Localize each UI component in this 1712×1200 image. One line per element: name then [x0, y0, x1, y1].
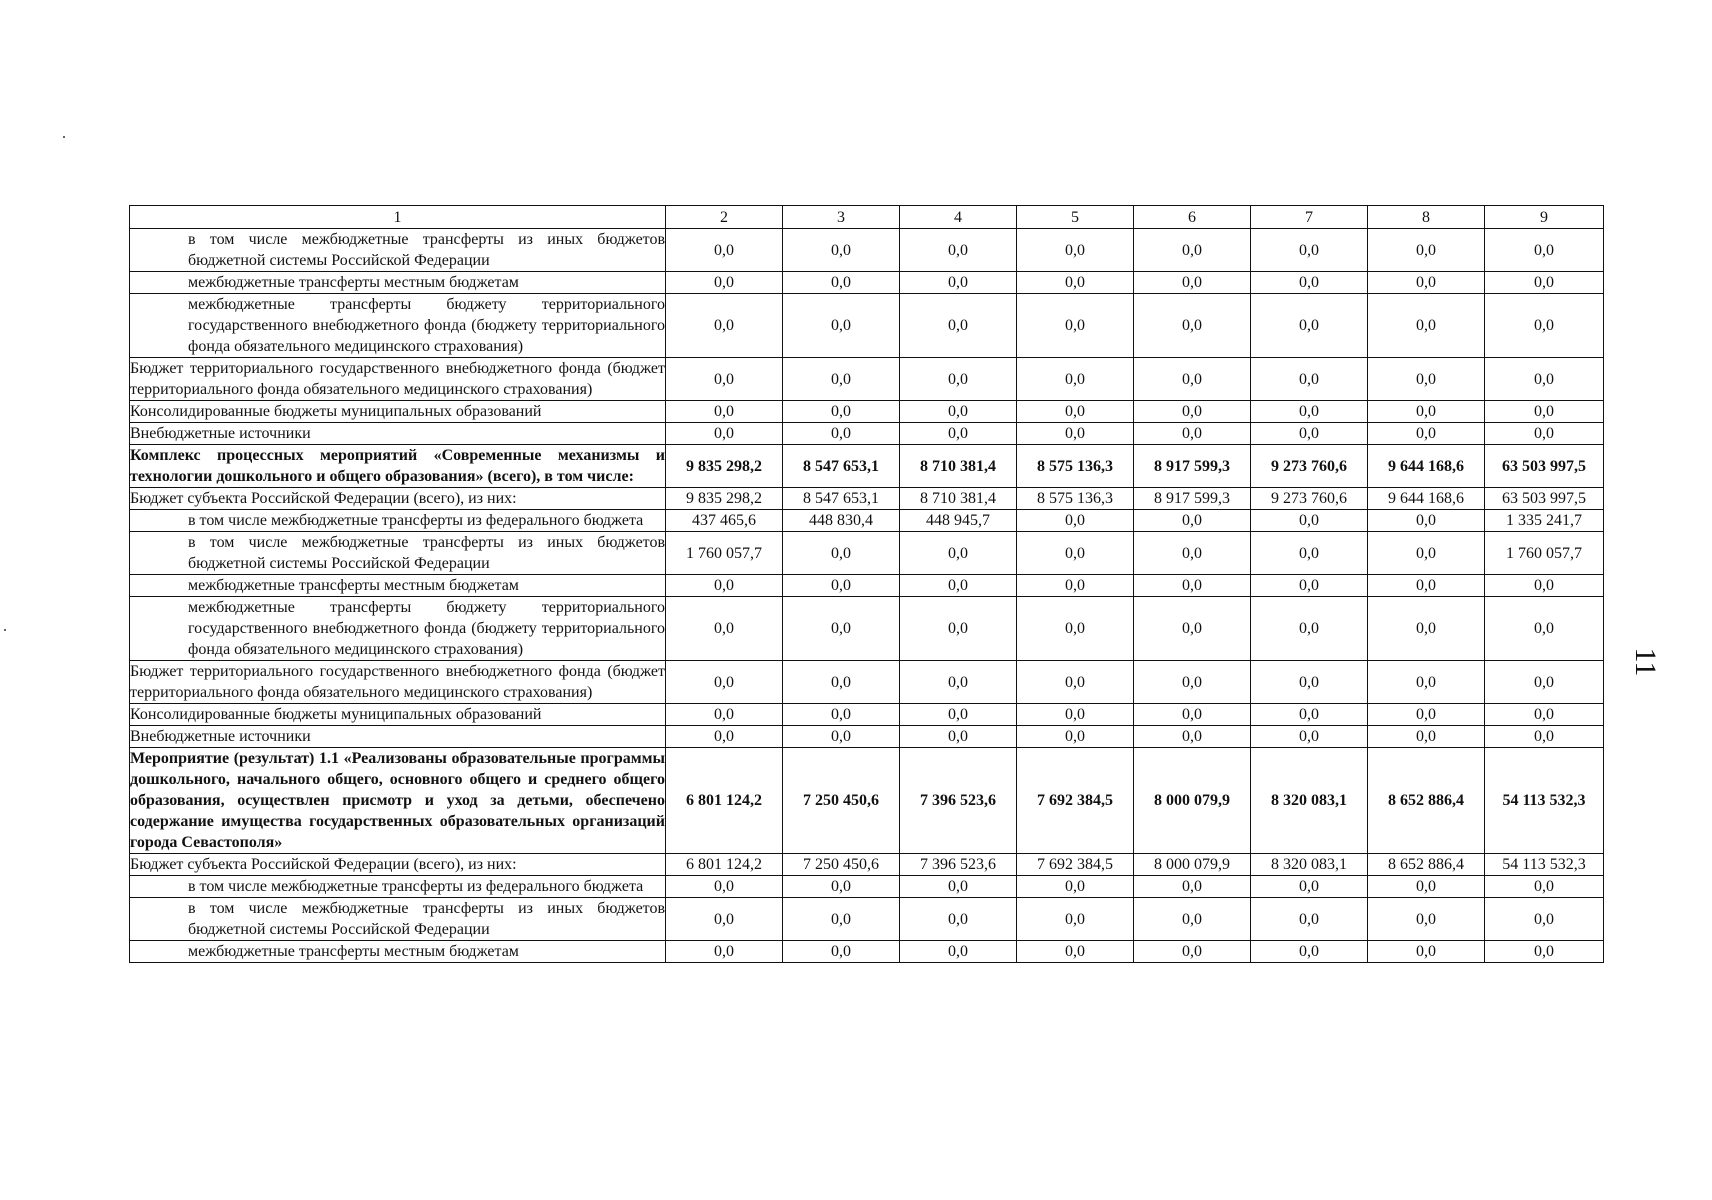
- value-cell: 0,0: [783, 941, 900, 963]
- value-cell: 0,0: [1017, 941, 1134, 963]
- table-row: [130, 704, 1604, 726]
- table-row: [130, 294, 1604, 358]
- value-cell: 8 917 599,3: [1134, 488, 1251, 510]
- value-cell: 8 320 083,1: [1251, 854, 1368, 876]
- value-cell: 0,0: [1134, 532, 1251, 575]
- value-cell: 0,0: [1368, 704, 1485, 726]
- value-cell: 0,0: [1134, 272, 1251, 294]
- column-header: 7: [1251, 206, 1368, 229]
- value-cell: 0,0: [1017, 510, 1134, 532]
- value-cell: 0,0: [1017, 898, 1134, 941]
- value-cell: 0,0: [1485, 229, 1604, 272]
- value-cell: 9 835 298,2: [666, 445, 783, 488]
- row-label: в том числе межбюджетные трансферты из федерального бюджета: [130, 876, 666, 898]
- table-row: [130, 423, 1604, 445]
- row-label: Бюджет субъекта Российской Федерации (всего), из них:: [130, 854, 666, 876]
- value-cell: 8 547 653,1: [783, 488, 900, 510]
- row-label: Внебюджетные источники: [130, 726, 666, 748]
- value-cell: 0,0: [900, 898, 1017, 941]
- value-cell: 9 273 760,6: [1251, 445, 1368, 488]
- row-label: межбюджетные трансферты местным бюджетам: [130, 941, 666, 963]
- value-cell: 0,0: [1134, 704, 1251, 726]
- row-label: в том числе межбюджетные трансферты из федерального бюджета: [130, 510, 666, 532]
- value-cell: 0,0: [1251, 294, 1368, 358]
- value-cell: 0,0: [666, 401, 783, 423]
- value-cell: 0,0: [1368, 358, 1485, 401]
- value-cell: 0,0: [900, 726, 1017, 748]
- value-cell: 0,0: [1251, 272, 1368, 294]
- value-cell: 0,0: [666, 272, 783, 294]
- table-row: [130, 941, 1604, 963]
- value-cell: 0,0: [1485, 661, 1604, 704]
- value-cell: 0,0: [1368, 726, 1485, 748]
- row-label: Бюджет территориального государственного внебюджетного фонда (бюджет территориального фонда обязательного медицинского страхования): [130, 661, 666, 704]
- value-cell: 0,0: [1485, 575, 1604, 597]
- value-cell: 0,0: [1368, 401, 1485, 423]
- value-cell: 0,0: [666, 704, 783, 726]
- value-cell: 0,0: [1251, 661, 1368, 704]
- value-cell: 0,0: [1251, 597, 1368, 661]
- column-header: 6: [1134, 206, 1251, 229]
- table-row: [130, 272, 1604, 294]
- row-label: Бюджет территориального государственного внебюджетного фонда (бюджет территориального фонда обязательного медицинского страхования): [130, 358, 666, 401]
- value-cell: 0,0: [666, 294, 783, 358]
- value-cell: 0,0: [1134, 358, 1251, 401]
- value-cell: 0,0: [900, 358, 1017, 401]
- value-cell: 0,0: [1485, 876, 1604, 898]
- scan-speck: [63, 136, 65, 138]
- value-cell: 8 000 079,9: [1134, 748, 1251, 854]
- value-cell: 8 575 136,3: [1017, 445, 1134, 488]
- value-cell: 0,0: [1251, 358, 1368, 401]
- value-cell: 0,0: [1368, 510, 1485, 532]
- row-label: в том числе межбюджетные трансферты из иных бюджетов бюджетной системы Российской Федерации: [130, 898, 666, 941]
- value-cell: 63 503 997,5: [1485, 445, 1604, 488]
- value-cell: 0,0: [1017, 726, 1134, 748]
- value-cell: 0,0: [1134, 294, 1251, 358]
- row-label: в том числе межбюджетные трансферты из иных бюджетов бюджетной системы Российской Федерации: [130, 532, 666, 575]
- value-cell: 0,0: [1251, 704, 1368, 726]
- value-cell: 0,0: [783, 876, 900, 898]
- value-cell: 7 396 523,6: [900, 854, 1017, 876]
- column-header: 4: [900, 206, 1017, 229]
- value-cell: 0,0: [900, 941, 1017, 963]
- table-row: [130, 510, 1604, 532]
- value-cell: 1 335 241,7: [1485, 510, 1604, 532]
- value-cell: 0,0: [900, 661, 1017, 704]
- value-cell: 0,0: [900, 272, 1017, 294]
- header-row: [130, 206, 1604, 229]
- value-cell: 0,0: [666, 575, 783, 597]
- value-cell: 1 760 057,7: [1485, 532, 1604, 575]
- row-label: Внебюджетные источники: [130, 423, 666, 445]
- value-cell: 0,0: [1017, 229, 1134, 272]
- value-cell: 437 465,6: [666, 510, 783, 532]
- value-cell: 0,0: [666, 229, 783, 272]
- value-cell: 0,0: [1251, 726, 1368, 748]
- value-cell: 0,0: [1017, 575, 1134, 597]
- row-label: Мероприятие (результат) 1.1 «Реализованы образовательные программы дошкольного, начального общего, основного общего и среднего общего образования, осуществлен присмотр и уход за детьми, обеспечено содержание имущества государственных образовательных организаций города Севастополя»: [130, 748, 666, 854]
- value-cell: 8 710 381,4: [900, 445, 1017, 488]
- value-cell: 0,0: [1134, 661, 1251, 704]
- value-cell: 0,0: [900, 575, 1017, 597]
- value-cell: 0,0: [666, 898, 783, 941]
- row-label: Комплекс процессных мероприятий «Современные механизмы и технологии дошкольного и общего образования» (всего), в том числе:: [130, 445, 666, 488]
- value-cell: 8 547 653,1: [783, 445, 900, 488]
- value-cell: 0,0: [1134, 401, 1251, 423]
- row-label: межбюджетные трансферты местным бюджетам: [130, 272, 666, 294]
- value-cell: 7 396 523,6: [900, 748, 1017, 854]
- value-cell: 0,0: [900, 876, 1017, 898]
- value-cell: 1 760 057,7: [666, 532, 783, 575]
- value-cell: 0,0: [783, 726, 900, 748]
- value-cell: 0,0: [1251, 510, 1368, 532]
- value-cell: 0,0: [1485, 294, 1604, 358]
- value-cell: 0,0: [1017, 423, 1134, 445]
- value-cell: 0,0: [1017, 294, 1134, 358]
- value-cell: 9 644 168,6: [1368, 488, 1485, 510]
- value-cell: 0,0: [900, 532, 1017, 575]
- value-cell: 9 273 760,6: [1251, 488, 1368, 510]
- column-header: 9: [1485, 206, 1604, 229]
- table-row: [130, 532, 1604, 575]
- value-cell: 8 320 083,1: [1251, 748, 1368, 854]
- value-cell: 0,0: [1251, 401, 1368, 423]
- value-cell: 0,0: [1134, 876, 1251, 898]
- value-cell: 0,0: [783, 401, 900, 423]
- value-cell: 8 710 381,4: [900, 488, 1017, 510]
- value-cell: 0,0: [1251, 532, 1368, 575]
- value-cell: 0,0: [1485, 704, 1604, 726]
- column-header: 2: [666, 206, 783, 229]
- value-cell: 0,0: [783, 704, 900, 726]
- table-row: [130, 854, 1604, 876]
- table-row: [130, 748, 1604, 854]
- value-cell: 0,0: [1485, 726, 1604, 748]
- value-cell: 0,0: [1485, 401, 1604, 423]
- value-cell: 0,0: [666, 358, 783, 401]
- value-cell: 0,0: [1134, 510, 1251, 532]
- value-cell: 0,0: [1251, 898, 1368, 941]
- value-cell: 0,0: [1368, 597, 1485, 661]
- value-cell: 0,0: [783, 272, 900, 294]
- column-header: 1: [130, 206, 666, 229]
- value-cell: 0,0: [1017, 876, 1134, 898]
- value-cell: 54 113 532,3: [1485, 748, 1604, 854]
- value-cell: 0,0: [783, 229, 900, 272]
- value-cell: 0,0: [1017, 358, 1134, 401]
- value-cell: 0,0: [1134, 941, 1251, 963]
- value-cell: 0,0: [1485, 898, 1604, 941]
- value-cell: 0,0: [666, 726, 783, 748]
- value-cell: 0,0: [900, 423, 1017, 445]
- table-row: [130, 488, 1604, 510]
- value-cell: 0,0: [1368, 294, 1485, 358]
- table-row: [130, 575, 1604, 597]
- value-cell: 0,0: [783, 575, 900, 597]
- value-cell: 0,0: [1485, 358, 1604, 401]
- value-cell: 7 250 450,6: [783, 854, 900, 876]
- value-cell: 0,0: [1251, 229, 1368, 272]
- value-cell: 0,0: [666, 661, 783, 704]
- value-cell: 7 692 384,5: [1017, 854, 1134, 876]
- value-cell: 0,0: [900, 704, 1017, 726]
- table-row: [130, 358, 1604, 401]
- value-cell: 8 917 599,3: [1134, 445, 1251, 488]
- table-row: [130, 876, 1604, 898]
- value-cell: 0,0: [666, 941, 783, 963]
- scan-speck: [4, 629, 6, 631]
- value-cell: 7 250 450,6: [783, 748, 900, 854]
- row-label: Консолидированные бюджеты муниципальных образований: [130, 401, 666, 423]
- value-cell: 9 835 298,2: [666, 488, 783, 510]
- value-cell: 0,0: [1017, 532, 1134, 575]
- row-label: в том числе межбюджетные трансферты из иных бюджетов бюджетной системы Российской Федерации: [130, 229, 666, 272]
- value-cell: 0,0: [900, 294, 1017, 358]
- value-cell: 0,0: [1134, 423, 1251, 445]
- value-cell: 0,0: [783, 358, 900, 401]
- value-cell: 0,0: [1017, 704, 1134, 726]
- row-label: межбюджетные трансферты бюджету территориального государственного внебюджетного фонда (бюджету территориального фонда обязательного медицинского страхования): [130, 597, 666, 661]
- value-cell: 0,0: [1251, 575, 1368, 597]
- value-cell: 0,0: [1368, 941, 1485, 963]
- value-cell: 0,0: [666, 876, 783, 898]
- value-cell: 0,0: [900, 401, 1017, 423]
- value-cell: 0,0: [1485, 597, 1604, 661]
- value-cell: 9 644 168,6: [1368, 445, 1485, 488]
- page-number: 11: [1629, 647, 1662, 677]
- value-cell: 0,0: [1368, 575, 1485, 597]
- value-cell: 8 000 079,9: [1134, 854, 1251, 876]
- value-cell: 0,0: [783, 294, 900, 358]
- table-row: [130, 661, 1604, 704]
- value-cell: 0,0: [783, 597, 900, 661]
- value-cell: 0,0: [666, 597, 783, 661]
- value-cell: 0,0: [900, 229, 1017, 272]
- value-cell: 0,0: [1485, 941, 1604, 963]
- value-cell: 0,0: [900, 597, 1017, 661]
- value-cell: 0,0: [1368, 229, 1485, 272]
- value-cell: 0,0: [1368, 661, 1485, 704]
- value-cell: 63 503 997,5: [1485, 488, 1604, 510]
- value-cell: 0,0: [783, 898, 900, 941]
- table-row: [130, 445, 1604, 488]
- value-cell: 0,0: [1368, 876, 1485, 898]
- value-cell: 0,0: [1251, 941, 1368, 963]
- table-row: [130, 597, 1604, 661]
- value-cell: 0,0: [1368, 423, 1485, 445]
- value-cell: 6 801 124,2: [666, 748, 783, 854]
- table-body: [130, 229, 1604, 963]
- table-row: [130, 229, 1604, 272]
- value-cell: 0,0: [1134, 229, 1251, 272]
- column-header: 3: [783, 206, 900, 229]
- value-cell: 0,0: [1251, 423, 1368, 445]
- budget-table: [129, 205, 1604, 963]
- value-cell: 0,0: [783, 423, 900, 445]
- value-cell: 0,0: [1134, 726, 1251, 748]
- row-label: межбюджетные трансферты местным бюджетам: [130, 575, 666, 597]
- value-cell: 0,0: [1251, 876, 1368, 898]
- value-cell: 0,0: [1134, 597, 1251, 661]
- value-cell: 0,0: [1017, 661, 1134, 704]
- table-row: [130, 898, 1604, 941]
- row-label: Бюджет субъекта Российской Федерации (всего), из них:: [130, 488, 666, 510]
- value-cell: 54 113 532,3: [1485, 854, 1604, 876]
- value-cell: 0,0: [1134, 898, 1251, 941]
- column-header: 5: [1017, 206, 1134, 229]
- value-cell: 0,0: [1485, 423, 1604, 445]
- value-cell: 0,0: [1017, 401, 1134, 423]
- table-row: [130, 726, 1604, 748]
- row-label: Консолидированные бюджеты муниципальных образований: [130, 704, 666, 726]
- value-cell: 0,0: [1017, 597, 1134, 661]
- value-cell: 0,0: [666, 423, 783, 445]
- value-cell: 0,0: [783, 661, 900, 704]
- value-cell: 0,0: [1485, 272, 1604, 294]
- value-cell: 0,0: [1368, 898, 1485, 941]
- row-label: межбюджетные трансферты бюджету территориального государственного внебюджетного фонда (бюджету территориального фонда обязательного медицинского страхования): [130, 294, 666, 358]
- value-cell: 448 830,4: [783, 510, 900, 532]
- value-cell: 6 801 124,2: [666, 854, 783, 876]
- column-header: 8: [1368, 206, 1485, 229]
- value-cell: 8 575 136,3: [1017, 488, 1134, 510]
- value-cell: 8 652 886,4: [1368, 748, 1485, 854]
- table-row: [130, 401, 1604, 423]
- value-cell: 8 652 886,4: [1368, 854, 1485, 876]
- value-cell: 0,0: [783, 532, 900, 575]
- value-cell: 0,0: [1017, 272, 1134, 294]
- value-cell: 0,0: [1368, 272, 1485, 294]
- value-cell: 448 945,7: [900, 510, 1017, 532]
- value-cell: 0,0: [1134, 575, 1251, 597]
- value-cell: 7 692 384,5: [1017, 748, 1134, 854]
- value-cell: 0,0: [1368, 532, 1485, 575]
